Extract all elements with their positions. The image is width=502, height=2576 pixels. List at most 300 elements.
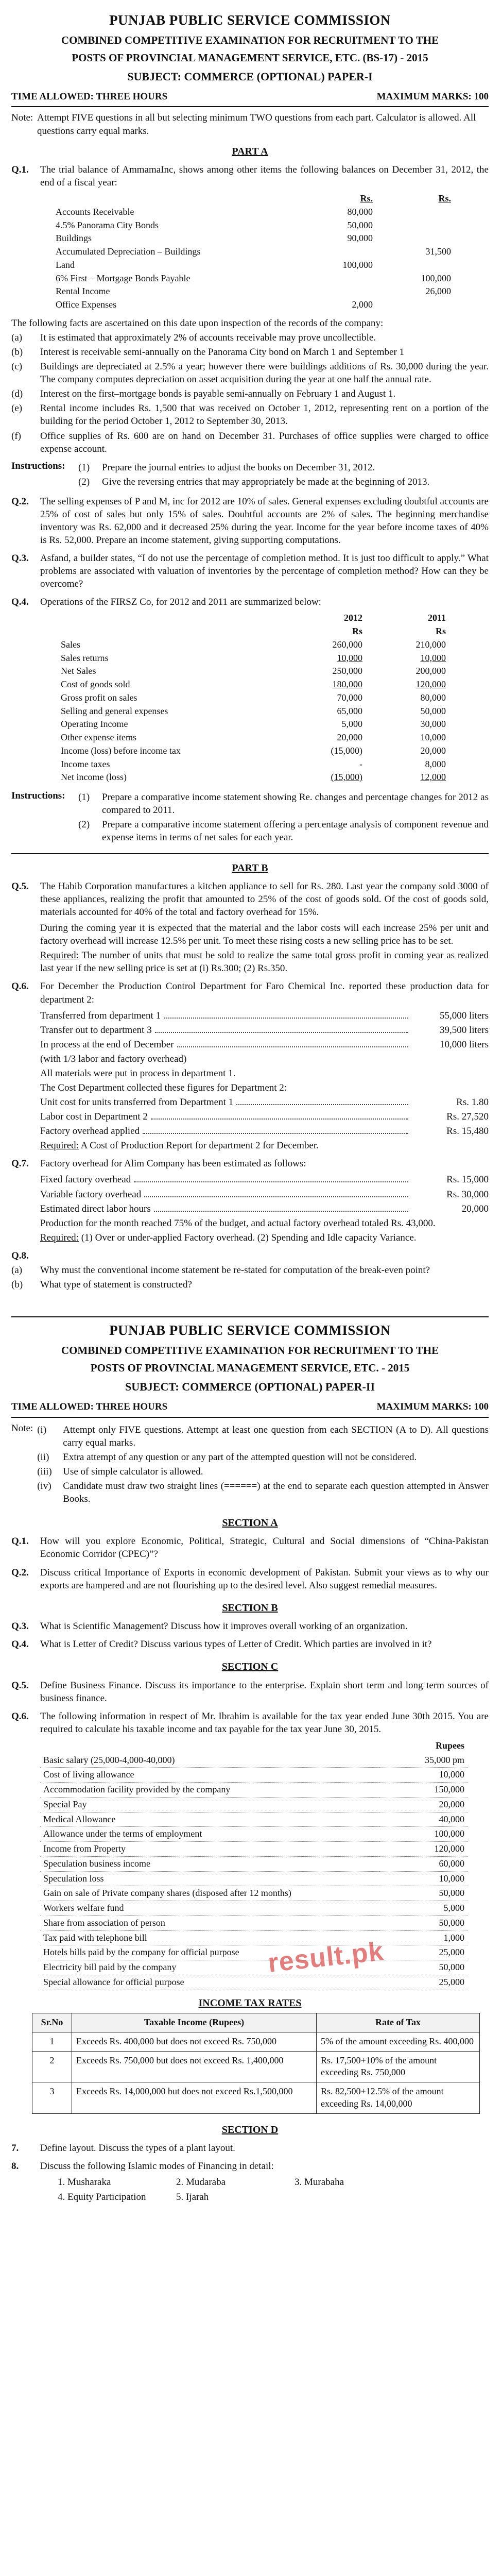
subject-title: SUBJECT: COMMERCE (OPTIONAL) PAPER-I <box>127 70 373 83</box>
question-number: 8. <box>11 2161 19 2172</box>
question-paragraph: Production for the month reached 75% of the budget, and actual factory overhead totaled Rs. 43,000. <box>40 1217 436 1229</box>
list-item <box>37 1480 489 1505</box>
part-a-heading: PART A <box>232 145 268 157</box>
amount-2012: - <box>359 758 362 769</box>
item-label: (1) <box>78 792 90 803</box>
amount-2011: 12,000 <box>420 772 446 783</box>
amount-2012: (15,000) <box>331 745 362 756</box>
divider <box>11 853 489 854</box>
table-row <box>32 2082 480 2114</box>
line-label: In process at the end of December <box>40 1039 174 1050</box>
item-text: Interest is receivable semi-annually on the Panorama City bond on March 1 and September 1 <box>40 347 405 358</box>
line-label: Labor cost in Department 2 <box>40 1111 148 1123</box>
part-b-heading: PART B <box>232 862 268 874</box>
item-label: (f) <box>11 430 21 442</box>
item-text: Candidate must draw two straight lines (======) at the end to separate each question attempted in Answer Books. <box>63 1480 489 1504</box>
dot-leader <box>177 1046 408 1047</box>
item-text: Interest on the first–mortgage bonds is payable semi-annually on February 1 and August 1. <box>40 388 396 400</box>
table-row <box>58 638 449 652</box>
table-row <box>40 1930 468 1945</box>
line-item: Sales returns <box>61 652 109 663</box>
line-value: Rs. 1.80 <box>456 1097 489 1108</box>
overhead-data <box>11 1173 489 1215</box>
serial-number: 3 <box>32 2082 72 2114</box>
list-item <box>11 430 489 455</box>
data-line <box>40 1096 489 1109</box>
note-label: Note: <box>11 112 33 124</box>
data-line <box>40 1173 489 1186</box>
financing-modes-list <box>58 2176 489 2204</box>
data-line <box>40 1038 489 1051</box>
table-row <box>58 771 449 784</box>
question-7 <box>11 1157 489 1170</box>
item-text: Extra attempt of any question or any part of the attempted question will not be considered. <box>63 1451 417 1463</box>
question-6 <box>11 980 489 1006</box>
line-item: Gross profit on sales <box>61 692 137 703</box>
table-row <box>40 1783 468 1798</box>
amount-2012: 70,000 <box>337 692 362 703</box>
income-amount: 10,000 <box>379 1768 468 1783</box>
amount-2012: (15,000) <box>331 772 362 783</box>
data-line <box>40 1125 489 1138</box>
line-value: Rs. 15,480 <box>446 1126 489 1137</box>
table-row <box>32 2032 480 2051</box>
list-item <box>78 818 489 844</box>
section-c-heading: SECTION C <box>221 1661 279 1673</box>
amount-2012: 250,000 <box>332 666 362 676</box>
account-name: Rental Income <box>56 286 110 297</box>
facts-intro: The following facts are ascertained on this date upon inspection of the records of the company: <box>11 317 384 329</box>
question-1 <box>11 1535 489 1561</box>
table-row <box>40 1871 468 1886</box>
required-label: Required: <box>40 950 79 961</box>
cost-data <box>11 1096 489 1138</box>
income-item: Special Pay <box>40 1797 379 1812</box>
question-2 <box>11 495 489 547</box>
amount-2012: 260,000 <box>332 639 362 650</box>
debit-amount: 100,000 <box>342 259 373 270</box>
line-label: Variable factory overhead <box>40 1189 142 1200</box>
table-row <box>53 272 454 285</box>
account-name: Office Expenses <box>56 299 117 310</box>
income-amount: 50,000 <box>379 1960 468 1975</box>
table-row <box>58 758 449 771</box>
income-item: Speculation loss <box>40 1871 379 1886</box>
column-subheader: Rs <box>435 626 446 637</box>
table-row <box>58 705 449 718</box>
line-value: 20,000 <box>461 1203 489 1214</box>
question-2 <box>11 1566 489 1592</box>
table-row <box>53 245 454 259</box>
amount-2011: 10,000 <box>420 732 446 743</box>
table-row <box>40 1842 468 1857</box>
table-row <box>40 1827 468 1842</box>
item-text: Give the reversing entries that may appropriately be made at the beginning of 2013. <box>102 476 430 487</box>
debit-amount: 2,000 <box>352 299 373 310</box>
item-label: (1) <box>78 462 90 473</box>
tax-rates-heading: INCOME TAX RATES <box>198 1997 302 2009</box>
question-number: Q.8. <box>11 1250 29 1261</box>
debit-amount: 80,000 <box>347 206 373 217</box>
amount-2011: 50,000 <box>420 705 446 716</box>
dot-leader <box>144 1196 408 1197</box>
question-number: Q.4. <box>11 1639 29 1650</box>
line-label: Factory overhead applied <box>40 1126 140 1137</box>
debit-amount <box>298 285 376 298</box>
item-text: Prepare a comparative income statement showing Re. changes and percentage changes for 2012 as compared to 2011. <box>102 792 489 816</box>
data-line <box>40 1024 489 1037</box>
account-name: Accounts Receivable <box>56 206 134 217</box>
question-6 <box>11 1710 489 1736</box>
column-header: 2011 <box>427 613 446 623</box>
amount-2011: 210,000 <box>416 639 446 650</box>
question-number: Q.3. <box>11 1621 29 1632</box>
question-text: The Habib Corporation manufactures a kitchen appliance to sell for Rs. 280. Last year the company sold 3000 of these appliances, realizing the profit that amounted to 25% of the cost of goods sold. Of the cost of goods sold, materials accounted for 40% of the total and factory overhead for 15%. <box>40 880 489 918</box>
list-item <box>78 461 489 474</box>
note-line: (with 1/3 labor and factory overhead) <box>40 1053 187 1064</box>
item-label: (iii) <box>37 1466 52 1477</box>
item-text: Why must the conventional income statement be re-stated for computation of the break-even point? <box>40 1264 430 1276</box>
tax-rate: 5% of the amount exceeding Rs. 400,000 <box>317 2032 480 2051</box>
taxable-income: Exceeds Rs. 400,000 but does not exceed Rs. 750,000 <box>72 2032 317 2051</box>
table-row <box>53 219 454 232</box>
required-block: Required: The number of units that must be sold to realize the same total gross profit in coming year as realized last year if the new selling price is set at (i) Rs.300; (2) Rs.350. <box>40 950 489 974</box>
credit-amount <box>376 259 454 272</box>
credit-amount: 31,500 <box>425 246 451 257</box>
income-amount: 10,000 <box>379 1871 468 1886</box>
question-text: What is Letter of Credit? Discuss various types of Letter of Credit. Which parties are involved in it? <box>40 1639 432 1650</box>
list-item <box>11 387 489 400</box>
column-header: Taxable Income (Rupees) <box>72 2013 317 2032</box>
question-8-parts <box>11 1264 489 1291</box>
required-block: Required: (1) Over or under-applied Factory overhead. (2) Spending and Idle capacity Variance. <box>40 1232 417 1243</box>
account-name: 6% First – Mortgage Bonds Payable <box>56 273 191 283</box>
line-label: Transferred from department 1 <box>40 1010 161 1021</box>
income-amount: 50,000 <box>379 1886 468 1901</box>
income-item: Allowance under the terms of employment <box>40 1827 379 1842</box>
question-3 <box>11 1620 489 1633</box>
line-item: Cost of goods sold <box>61 679 130 690</box>
amount-2011: 10,000 <box>420 652 446 663</box>
list-item <box>11 1264 489 1277</box>
note-line: The Cost Department collected these figures for Department 2: <box>40 1082 287 1093</box>
table-row <box>53 206 454 219</box>
table-row <box>32 2051 480 2082</box>
amount-2011: 120,000 <box>416 679 446 690</box>
facts-list <box>11 331 489 455</box>
income-amount: 150,000 <box>379 1783 468 1798</box>
list-item <box>37 1451 489 1464</box>
note-text: Attempt FIVE questions in all but selecting minimum TWO questions from each part. Calculator is allowed. All questions carry equal marks. <box>37 112 476 137</box>
section-d-heading: SECTION D <box>221 2124 279 2136</box>
question-text: Discuss critical Importance of Exports in economic development of Pakistan. Submit your views as to why our exports are hampered and are not flourishing up to the desired level. Also suggest remedial measures. <box>40 1567 489 1591</box>
question-text: Discuss the following Islamic modes of Financing in detail: <box>40 2161 274 2172</box>
debit-amount <box>298 245 376 259</box>
question-number: Q.6. <box>11 1710 29 1722</box>
income-amount: 40,000 <box>379 1812 468 1827</box>
income-item: Accommodation facility provided by the company <box>40 1783 379 1798</box>
commission-title: PUNJAB PUBLIC SERVICE COMMISSION <box>109 12 391 28</box>
taxable-income: Exceeds Rs. 750,000 but does not exceed Rs. 1,400,000 <box>72 2051 317 2082</box>
line-value: 10,000 liters <box>440 1039 489 1050</box>
line-label: Transfer out to department 3 <box>40 1024 152 1036</box>
table-row <box>40 1960 468 1975</box>
list-item <box>37 1465 489 1478</box>
question-number: Q.1. <box>11 1536 29 1547</box>
item-label: (c) <box>11 361 23 372</box>
table-row <box>58 652 449 665</box>
item-text: Attempt only FIVE questions. Attempt at least one question from each SECTION (A to D). All questions carry equal marks. <box>63 1424 489 1448</box>
income-item: Hotels bills paid by the company for official purpose <box>40 1945 379 1960</box>
income-item: Medical Allowance <box>40 1812 379 1827</box>
line-item: Net Sales <box>61 666 96 676</box>
table-row <box>53 232 454 245</box>
time-allowed: TIME ALLOWED: THREE HOURS <box>11 91 168 103</box>
instructions-block <box>11 789 489 845</box>
maximum-marks: MAXIMUM MARKS: 100 <box>376 91 489 103</box>
list-item <box>37 1423 489 1449</box>
subject-title: SUBJECT: COMMERCE (OPTIONAL) PAPER-II <box>125 1380 375 1394</box>
line-item: Other expense items <box>61 732 136 743</box>
section-b-heading: SECTION B <box>222 1602 278 1614</box>
line-value: Rs. 30,000 <box>446 1189 489 1200</box>
line-value: Rs. 27,520 <box>446 1111 489 1123</box>
column-subheader: Rs <box>352 626 362 637</box>
time-allowed: TIME ALLOWED: THREE HOURS <box>11 1401 168 1413</box>
question-5 <box>11 880 489 919</box>
debit-amount <box>298 272 376 285</box>
table-row <box>40 1901 468 1916</box>
question-5 <box>11 1679 489 1705</box>
serial-number: 1 <box>32 2032 72 2051</box>
question-number: 7. <box>11 2142 19 2154</box>
dot-leader <box>134 1181 408 1182</box>
watermark: result.pk <box>266 1936 386 1978</box>
debit-amount: 50,000 <box>347 219 373 230</box>
line-item: Income taxes <box>61 758 110 769</box>
table-row <box>58 678 449 691</box>
line-item: Operating Income <box>61 719 128 730</box>
divider <box>11 1316 489 1317</box>
credit-amount <box>376 206 454 219</box>
question-text: Factory overhead for Alim Company has been estimated as follows: <box>40 1158 306 1170</box>
note-label: Note: <box>11 1422 33 1434</box>
question-text: Define layout. Discuss the types of a plant layout. <box>40 2142 235 2154</box>
item-text: Buildings are depreciated at 2.5% a year; however there were buildings additions of Rs. 30,000 during the year. The company computes depreciation on asset acquisition during the year at one half the annual rate. <box>40 361 489 385</box>
line-label: Unit cost for units transferred from Department 1 <box>40 1097 234 1108</box>
income-item: Electricity bill paid by the company <box>40 1960 379 1975</box>
data-line <box>40 1110 489 1123</box>
income-item: Share from association of person <box>40 1916 379 1930</box>
question-text: The following information in respect of Mr. Ibrahim is available for the tax year ended June 30th 2015. You are required to calculate his taxable income and tax payable for the tax year June 30, 2015. <box>40 1710 489 1735</box>
item-text: Use of simple calculator is allowed. <box>63 1466 203 1477</box>
line-item: Sales <box>61 639 80 650</box>
question-4 <box>11 596 489 608</box>
dot-leader <box>151 1118 408 1120</box>
dot-leader <box>236 1104 408 1105</box>
income-amount: 100,000 <box>379 1827 468 1842</box>
exam-title-line2: POSTS OF PROVINCIAL MANAGEMENT SERVICE, ETC. - 2015 <box>90 1362 410 1375</box>
divider <box>11 1417 489 1418</box>
amount-2012: 5,000 <box>341 719 362 730</box>
account-name: Accumulated Depreciation – Buildings <box>56 246 201 257</box>
income-item: Tax paid with telephone bill <box>40 1930 379 1945</box>
table-row <box>40 1945 468 1960</box>
time-marks-row <box>11 1400 489 1413</box>
financing-mode: 2. Mudaraba <box>176 2177 226 2188</box>
list-item <box>78 791 489 817</box>
exam-title-line1: COMBINED COMPETITIVE EXAMINATION FOR RECRUITMENT TO THE <box>61 33 439 46</box>
question-number: Q.2. <box>11 496 29 507</box>
question-number: Q.6. <box>11 981 29 992</box>
list-item <box>11 1278 489 1291</box>
column-header: Rupees <box>435 1740 464 1751</box>
instructions-label: Instructions: <box>11 790 65 802</box>
income-amount: 120,000 <box>379 1842 468 1857</box>
item-text: Prepare a comparative income statement offering a percentage analysis of component revenue and expense items in terms of net sales for each year. <box>102 819 489 843</box>
income-item: Special allowance for official purpose <box>40 1975 379 1990</box>
commission-title: PUNJAB PUBLIC SERVICE COMMISSION <box>109 1323 391 1338</box>
financing-mode: 3. Murabaha <box>295 2177 344 2188</box>
item-label: (ii) <box>37 1451 49 1463</box>
column-header: Sr.No <box>32 2013 72 2032</box>
trial-balance-table <box>53 192 454 312</box>
amount-2012: 10,000 <box>337 652 362 663</box>
question-text: Asfand, a builder states, “I do not use the percentage of completion method. It is just too difficult to apply.” What problems are associated with valuation of inventories by the percentage of completion method? How can they be overcome? <box>40 553 489 590</box>
amount-2011: 8,000 <box>425 758 446 769</box>
instructions-block <box>11 460 489 490</box>
table-row <box>40 1916 468 1930</box>
item-label: (a) <box>11 1264 23 1276</box>
item-label: (e) <box>11 403 23 414</box>
table-row <box>53 285 454 298</box>
income-item: Workers welfare fund <box>40 1901 379 1916</box>
list-item <box>11 360 489 386</box>
dot-leader <box>154 1211 408 1212</box>
table-row <box>58 718 449 731</box>
table-row <box>40 1886 468 1901</box>
income-amount: 5,000 <box>379 1901 468 1916</box>
dot-leader <box>164 1018 408 1019</box>
item-label: (2) <box>78 819 90 831</box>
table-row <box>53 298 454 312</box>
amount-2011: 20,000 <box>420 745 446 756</box>
table-row <box>58 744 449 758</box>
list-item <box>78 476 489 488</box>
income-amount: 25,000 <box>379 1945 468 1960</box>
tax-rate: Rs. 17,500+10% of the amount exceeding Rs. 750,000 <box>317 2051 480 2082</box>
account-name: Land <box>56 259 75 270</box>
line-value: 39,500 liters <box>440 1024 489 1036</box>
financing-mode: 4. Equity Participation <box>58 2192 146 2203</box>
required-label: Required: <box>40 1232 79 1243</box>
question-4 <box>11 1638 489 1651</box>
question-number: Q.4. <box>11 597 29 608</box>
table-row <box>40 1768 468 1783</box>
column-header: Rs. <box>438 193 451 204</box>
question-text: What is Scientific Management? Discuss how it improves overall working of an organization. <box>40 1621 408 1632</box>
income-item: Gain on sale of Private company shares (disposed after 12 months) <box>40 1886 379 1901</box>
question-text: The selling expenses of P and M, inc for 2012 are 10% of sales. General expenses excluding doubtful accounts are 25% of cost of sales but only 15% of sales. Doubtful accounts are 2% of sales. The beginning merchandise inventory was Rs. 62,000 and it decreased 25% during the year. Income for the year before income taxes of 40% is Rs. 52,000. Prepare an income statement, giving supporting computations. <box>40 496 489 546</box>
income-amount: 35,000 pm <box>379 1753 468 1768</box>
income-item: Cost of living allowance <box>40 1768 379 1783</box>
column-header: Rs. <box>360 193 373 204</box>
amount-2011: 200,000 <box>416 666 446 676</box>
income-item: Income from Property <box>40 1842 379 1857</box>
line-label: Estimated direct labor hours <box>40 1203 151 1214</box>
table-row <box>40 1856 468 1871</box>
data-line <box>40 1009 489 1022</box>
table-row <box>40 1753 468 1768</box>
question-7 <box>11 2142 489 2155</box>
item-text: What type of statement is constructed? <box>40 1279 192 1290</box>
table-row <box>58 665 449 678</box>
tax-rate: Rs. 82,500+12.5% of the amount exceeding Rs. 14,00,000 <box>317 2082 480 2114</box>
production-data <box>11 1009 489 1051</box>
account-name: 4.5% Panorama City Bonds <box>56 219 159 230</box>
list-item <box>11 402 489 428</box>
question-8 <box>11 1249 489 1262</box>
amount-2012: 180,000 <box>332 679 362 690</box>
item-label: (iv) <box>37 1480 51 1492</box>
table-row <box>40 1975 468 1990</box>
item-label: (a) <box>11 332 23 343</box>
question-number: Q.3. <box>11 553 29 564</box>
maximum-marks: MAXIMUM MARKS: 100 <box>376 1401 489 1413</box>
line-value: 55,000 liters <box>440 1010 489 1021</box>
income-amount: 50,000 <box>379 1916 468 1930</box>
table-row <box>40 1797 468 1812</box>
question-number: Q.5. <box>11 1680 29 1691</box>
list-item <box>11 346 489 359</box>
question-1 <box>11 163 489 189</box>
exam-title-line1: COMBINED COMPETITIVE EXAMINATION FOR RECRUITMENT TO THE <box>61 1344 439 1357</box>
account-name: Buildings <box>56 233 92 244</box>
question-text: How will you explore Economic, Political, Strategic, Cultural and Social dimensions of “China-Pakistan Economic Corridor (CPEC)”? <box>40 1536 489 1560</box>
financing-mode: 1. Musharaka <box>58 2177 111 2188</box>
line-item: Income (loss) before income tax <box>61 745 181 756</box>
income-details-table <box>40 1739 468 1990</box>
required-block: Required: A Cost of Production Report for department 2 for December. <box>40 1140 319 1151</box>
divider <box>11 106 489 107</box>
dot-leader <box>143 1133 408 1134</box>
question-paragraph: During the coming year it is expected that the material and the labor costs will each increase 25% per unit and factory overhead will increase 12.5% per unit. To meet these rising costs a new selling price has to be set. <box>40 923 489 947</box>
note-line: All materials were put in process in department 1. <box>40 1067 236 1079</box>
credit-amount <box>376 298 454 312</box>
financing-mode: 5. Ijarah <box>176 2192 209 2203</box>
operations-table <box>58 612 449 784</box>
question-text: Define Business Finance. Discuss its importance to the enterprise. Explain short term and long term sources of business finance. <box>40 1680 489 1704</box>
item-text: Office supplies of Rs. 600 are on hand on December 31. Purchases of office supplies were charged to office expense account. <box>40 430 489 454</box>
instructions-note <box>11 111 489 137</box>
amount-2012: 20,000 <box>337 732 362 743</box>
debit-amount: 90,000 <box>347 233 373 244</box>
question-3 <box>11 552 489 590</box>
credit-amount: 26,000 <box>425 286 451 297</box>
question-text: For December the Production Control Department for Faro Chemical Inc. reported these production data for department 2: <box>40 981 489 1005</box>
income-amount: 1,000 <box>379 1930 468 1945</box>
question-text: Operations of the FIRSZ Co, for 2012 and 2011 are summarized below: <box>40 597 321 608</box>
taxable-income: Exceeds Rs. 14,000,000 but does not exceed Rs.1,500,000 <box>72 2082 317 2114</box>
instructions-label: Instructions: <box>11 460 65 471</box>
income-amount: 60,000 <box>379 1856 468 1871</box>
item-text: Rental income includes Rs. 1,500 that was received on October 1, 2012, representing rent on a portion of the building for the period October 1, 2012 to September 30, 2013. <box>40 403 489 427</box>
question-8 <box>11 2160 489 2173</box>
question-number: Q.1. <box>11 164 29 175</box>
line-item: Net income (loss) <box>61 772 127 783</box>
question-number: Q.7. <box>11 1158 29 1170</box>
table-row <box>53 259 454 272</box>
